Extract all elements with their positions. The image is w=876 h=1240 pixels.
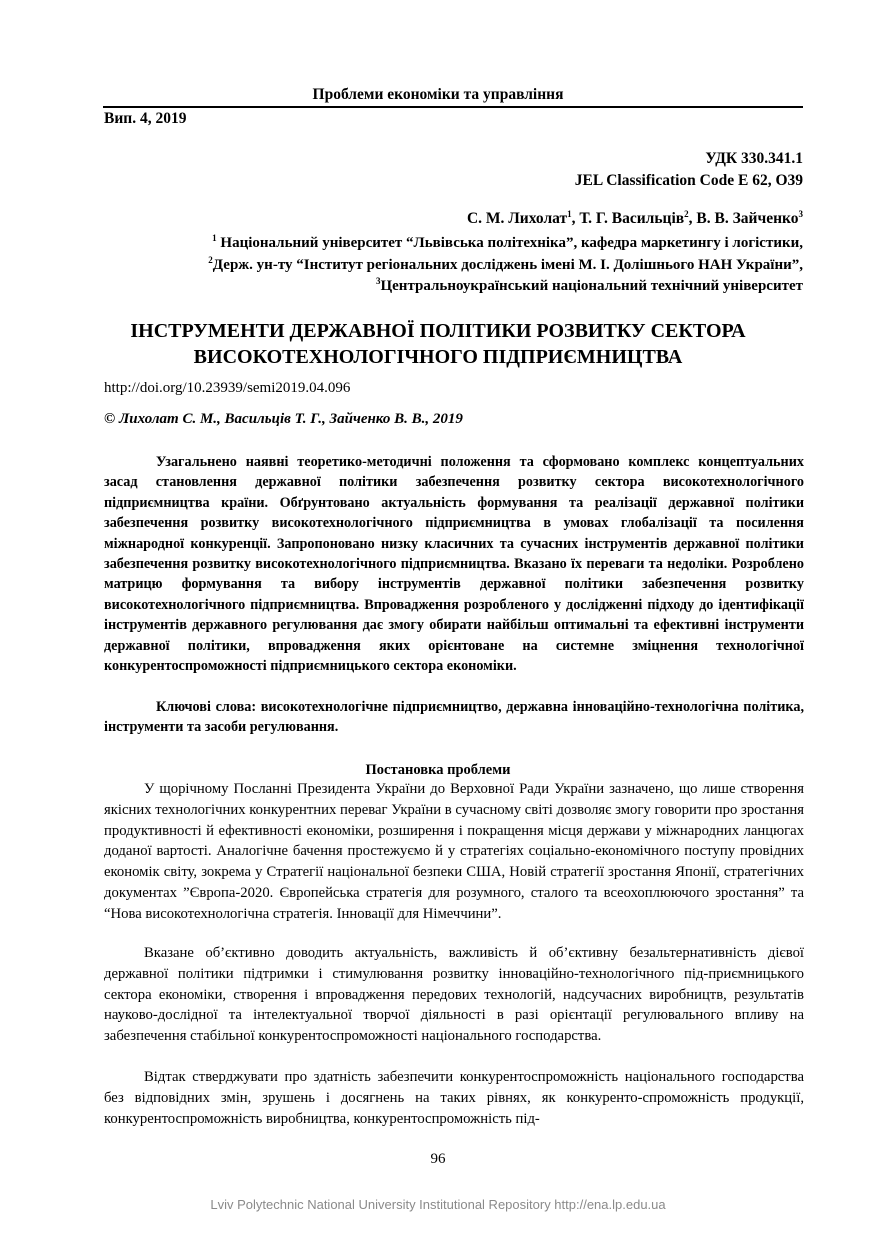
- body-paragraph-1: У щорічному Посланні Президента України до Верховної Ради України зазначено, що лише створення якісних технологічних конкурентних переваг України в сучасному світі дозволяє змогу говорити про зростання продуктивності й ефективності економіки, розширення і покращення місця держави у міжнародних ланцюгах доданої вартості. Аналогічне бачення простежуємо й у стратегіях соціально-економічного поступу провідних економік світу, зокрема у Стратегії національної безпеки США, Новій стратегії зростання Японії, стратегічних документах ”Європа-2020. Європейська стратегія для розумного, сталого та всеохоплюючого зростання” та “Нова високотехнологічна стратегія. Інновації для Німеччини”.: [104, 781, 804, 922]
- section-heading: Постановка проблеми: [365, 762, 511, 778]
- body-paragraph-2: Вказане об’єктивно доводить актуальність, важливість й об’єктивну безальтернативність дієвої державної політики підтримки і стимулювання розвитку інноваційно-технологічного під-приємницького сектора економіки, створення і впровадження передових технологій, надсучасних виробництв, результатів науково-дослідної та інтелектуальної творчої діяльності в разі орієнтації регулювального впливу на забезпечення стабільної конкурентоспроможності національного господарства.: [104, 945, 804, 1045]
- affiliation-2-mark: 2: [208, 255, 213, 265]
- udc-code: УДК 330.341.1: [705, 150, 803, 167]
- affiliation-2: $^2$Держ. ун-ту “Інститут регіональних досліджень імені М. І. Долішнього НАН України”,: [208, 255, 803, 273]
- affiliation-3-mark: 3: [375, 276, 381, 286]
- affiliation-1: $^1$ Національний університет “Львівська політехніка”, кафедра маркетингу і логістики,: [212, 233, 803, 251]
- author-3-mark: 3: [798, 208, 803, 219]
- header-rule: [103, 106, 803, 108]
- authors-line: С. М. Лихолат$^1$, Т. Г. Васильців$^2$, В. В. Зайченко$^3$: [466, 208, 803, 227]
- author-1: С. М. Лихолат: [466, 210, 568, 227]
- author-3: В. В. Зайченко: [696, 210, 799, 227]
- title-line-2: ВИСОКОТЕХНОЛОГІЧНОГО ПІДПРИЄМНИЦТВА: [193, 346, 683, 368]
- copyright-notice: © Лихолат С. М., Васильців Т. Г., Зайченко В. В., 2019: [104, 411, 463, 427]
- author-2-mark: 2: [684, 208, 689, 219]
- title-line-1: ІНСТРУМЕНТИ ДЕРЖАВНОЇ ПОЛІТИКИ РОЗВИТКУ СЕКТОРА: [130, 320, 746, 342]
- jel-code: JEL Classification Code E 62, O39: [574, 172, 803, 189]
- paper-title: [60, 318, 816, 370]
- abstract-text: Узагальнено наявні теоретико-методичні положення та сформовано комплекс концептуальних засад становлення державної політики забезпечення розвитку сектора високотехнологічного підприємництва країни. Обґрунтовано актуальність формування та реалізації державної політики забезпечення розвитку високотехнологічного підприємництва в умовах глобалізації та посилення міжнародної конкуренції. Запропоновано низку класичних та сучасних інструментів державної політики забезпечення розвитку високотехнологічного підприємництва. Вказано їх переваги та недоліки. Розроблено матрицю формування та вибору інструментів державної політики забезпечення розвитку високотехнологічного підприємництва. Впровадження розробленого у дослідженні підходу до ідентифікації інструментів державного регулювання дає змогу обирати найбільш оптимальні та ефективні інструменти державної політики, впровадження яких орієнтоване на системне зміцнення технологічної конкурентоспроможності підприємницького сектора економіки.: [104, 454, 804, 675]
- doi-link[interactable]: http://doi.org/10.23939/semi2019.04.096: [104, 380, 351, 396]
- author-2: Т. Г. Васильців: [579, 210, 685, 227]
- repository-footer: Lviv Polytechnic National University Institutional Repository http://ena.lp.edu.ua: [210, 1197, 666, 1212]
- issue-number: Вип. 4, 2019: [104, 110, 187, 127]
- affiliation-3: $^3$Центральноукраїнський національний технічний університет: [375, 276, 803, 294]
- author-1-mark: 1: [567, 208, 572, 219]
- keywords-text: Ключові слова: високотехнологічне підприємництво, державна інноваційно-технологічна політика, інструменти та засоби регулювання.: [104, 699, 804, 736]
- body-paragraph-3: Відтак стверджувати про здатність забезпечити конкурентоспроможність національного господарства без відповідних змін, зрушень і досягнень на таких рівнях, як конкуренто-спроможність продукції, конкурентоспроможність виробництва, конкурентоспроможність під-: [104, 1069, 804, 1127]
- affiliation-1-mark: 1: [212, 233, 217, 243]
- page-number: 96: [430, 1151, 446, 1167]
- journal-title: Проблеми економіки та управління: [312, 86, 564, 103]
